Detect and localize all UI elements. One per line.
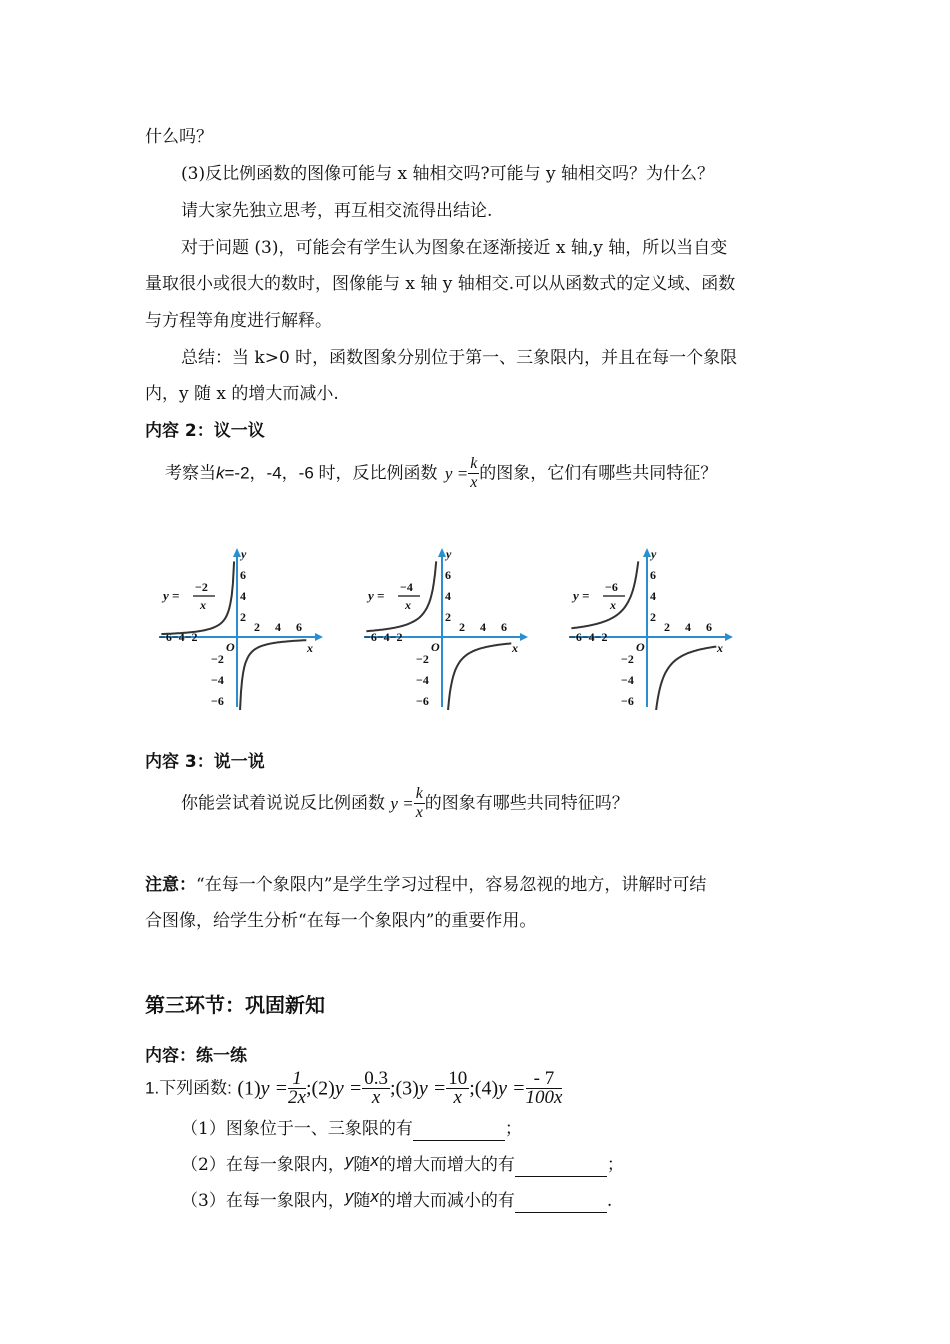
origin-label: O [431,640,440,654]
y-tick-label: −4 [621,673,634,687]
graph-k-minus-4 [360,545,535,710]
hyperbola-branch-q4 [240,640,306,710]
s2-text-b: 随 [353,1155,371,1175]
origin-label: O [636,640,645,654]
x-tick-label: 4 [275,620,281,634]
x-tick-label-negative: −6−4−2 [159,630,198,644]
section3-title: 第三环节：巩固新知 [145,993,325,1017]
curve-label-numerator: −2 [195,580,208,594]
s1-end: ； [504,1119,522,1139]
text-line-2: (3)反比例函数的图像可能与 x 轴相交吗?可能与 y 轴相交吗？为什么？ [181,164,715,184]
text-line-1: 什么吗？ [145,127,213,147]
text-line-5: 量取很小或很大的数时，图像能与 x 轴 y 轴相交.可以从函数式的定义域、函数 [145,274,736,294]
f3-fraction: $\frac{10}{x}$ [448,1068,468,1108]
x-tick-label-negative: −6−4−2 [364,630,403,644]
y-tick-label: −6 [211,694,224,708]
f4-fraction: $\frac{- 7}{100x}$ [525,1068,563,1108]
note-text-1: “在每一个象限内”是学生学习过程中，容易忽视的地方，讲解时可结 [196,875,707,895]
graph-k-minus-6 [565,545,740,710]
x-axis-label: x [512,641,518,655]
s1-answer-blank[interactable] [413,1122,505,1141]
curve-label-numerator: −6 [605,580,618,594]
s3-end: . [606,1191,613,1211]
note-text-2: 合图像，给学生分析“在每一个象限内”的重要作用。 [145,911,537,931]
q-k: k [216,463,225,483]
q1-prefix: 1.下列函数: [145,1078,232,1098]
curve-label-numerator: −4 [400,580,413,594]
text-line-4: 对于问题 (3)，可能会有学生认为图象在逐渐接近 x 轴,y 轴，所以当自变 [181,238,728,258]
q-values: =-2，-4，-6 时，反比例函数 [224,463,438,483]
x-axis-arrow [315,633,323,641]
f4-y: y = [498,1077,526,1100]
text-line-3: 请大家先独立思考，再互相交流得出结论. [181,201,493,221]
graph-k-minus-2 [155,545,330,710]
s3-y: y [344,1187,354,1206]
y-tick-label: 4 [650,589,656,603]
q3-fraction: $\frac{k}{x}$ [415,785,423,821]
f2-fraction: $\frac{0.3}{x}$ [364,1068,388,1108]
y-axis-label: y [446,547,452,561]
f3-lead: ;(3) [389,1077,419,1100]
exercise-1-sub-3 [181,1189,612,1213]
y-tick-label: 2 [240,610,246,624]
y-tick-label: 2 [650,610,656,624]
s2-text-a: （2）在每一象限内， [181,1155,345,1175]
q3-suffix: 的图象有哪些共同特征吗？ [424,793,629,814]
curve-label-y: y = [163,588,180,603]
y-tick-label: 6 [650,568,656,582]
q-prefix: 考察当 [165,463,216,484]
x-tick-label: 4 [685,620,691,634]
x-axis-arrow [725,633,733,641]
x-tick-label: 6 [706,620,712,634]
content3-question [181,785,629,845]
curve-label-denominator: x [610,598,616,612]
text-line-7: 总结：当 k>0 时，函数图象分别位于第一、三象限内，并且在每一个象限 [181,348,738,368]
q3-prefix: 你能尝试着说说反比例函数 [181,793,385,814]
x-axis-label: x [717,641,723,655]
curve-label-denominator: x [405,598,411,612]
x-tick-label: 2 [254,620,260,634]
s3-text-a: （3）在每一象限内， [181,1191,345,1211]
text-line-8: 内，y 随 x 的增大而减小. [145,384,339,404]
y-axis-arrow [438,548,446,557]
y-tick-label: −4 [416,673,429,687]
s2-y: y [344,1151,354,1170]
x-tick-label: 6 [296,620,302,634]
q-fraction: $\frac{k}{x}$ [470,455,478,491]
exercise-1-sub-1 [181,1117,522,1141]
y-tick-label: −2 [211,652,224,666]
y-axis-arrow [233,548,241,557]
x-tick-label-negative: −6−4−2 [569,630,608,644]
note-line-1 [145,873,706,897]
content2-heading: 内容 2：议一议 [145,421,265,441]
y-tick-label: −4 [211,673,224,687]
s3-text-c: 的增大而减小的有 [378,1191,515,1211]
y-tick-label: −6 [621,694,634,708]
f1-y: y = [260,1077,289,1100]
x-axis-label: x [307,641,313,655]
x-tick-label: 2 [459,620,465,634]
exercise-1-sub-2 [181,1153,624,1177]
hyperbola-branch-q4 [448,643,512,710]
x-tick-label: 4 [480,620,486,634]
f3-y: y = [418,1077,447,1100]
s3-answer-blank[interactable] [515,1194,607,1213]
y-axis-label: y [241,547,247,561]
y-tick-label: 4 [445,589,451,603]
f2-y: y = [334,1077,363,1100]
curve-label-y: y = [573,588,590,603]
s2-answer-blank[interactable] [515,1158,607,1177]
s3-text-b: 随 [353,1191,371,1211]
f1-fraction: $\frac{1}{2x}$ [288,1068,306,1108]
y-tick-label: −2 [621,652,634,666]
text-line-6: 与方程等角度进行解释。 [145,311,332,331]
y-tick-label: 6 [240,568,246,582]
s2-end: ； [606,1155,624,1175]
exercise-1-functions [145,1070,562,1122]
y-tick-label: −6 [416,694,429,708]
s2-x: x [370,1151,379,1170]
q-y: y = [444,463,469,483]
q3-y: y = [390,793,414,813]
f4-lead: ;(4) [469,1077,499,1100]
hyperbola-branch-q4 [656,647,717,711]
s1-text: （1）图象位于一、三象限的有 [181,1119,413,1139]
origin-label: O [226,640,235,654]
note-label: 注意： [145,875,196,895]
s3-x: x [370,1187,379,1206]
s2-text-c: 的增大而增大的有 [378,1155,515,1175]
y-tick-label: 4 [240,589,246,603]
x-tick-label: 2 [664,620,670,634]
f1-lead: (1) [237,1077,261,1100]
section3-content-heading: 内容：练一练 [145,1046,247,1066]
x-tick-label: 6 [501,620,507,634]
y-tick-label: 6 [445,568,451,582]
curve-label-denominator: x [200,598,206,612]
content3-heading: 内容 3：说一说 [145,752,265,772]
curve-label-y: y = [368,588,385,603]
q-suffix: 的图象，它们有哪些共同特征？ [479,463,718,484]
content2-question [165,455,717,515]
x-axis-arrow [520,633,528,641]
y-axis-arrow [643,548,651,557]
f2-lead: ;(2) [305,1077,335,1100]
y-axis-label: y [651,547,657,561]
y-tick-label: −2 [416,652,429,666]
y-tick-label: 2 [445,610,451,624]
